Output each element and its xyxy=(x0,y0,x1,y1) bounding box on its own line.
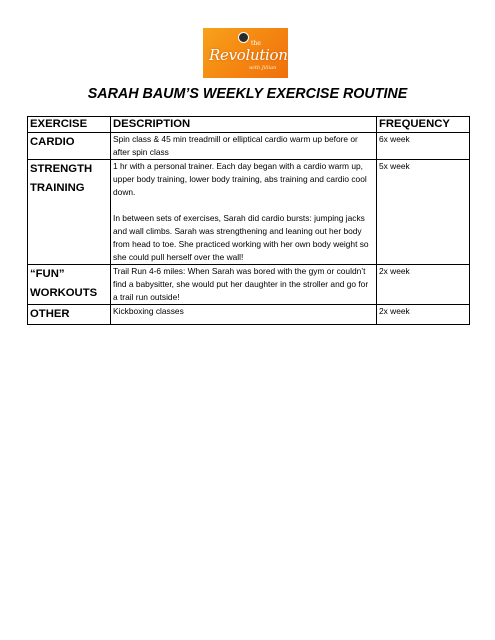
description-cell: Spin class & 45 min treadmill or elliptical cardio warm up before or after spin class xyxy=(111,133,377,160)
exercise-cell: OTHER xyxy=(28,305,111,325)
exercise-line: WORKOUTS xyxy=(30,287,98,299)
logo-wordmark: Revolution xyxy=(209,46,288,64)
header-exercise: EXERCISE xyxy=(28,117,111,133)
description-paragraph: In between sets of exercises, Sarah did cardio bursts: jumping jacks and wall climbs. Sarah was strengthening and leaning out her body from head to toe. She practiced working with her own body weight so she could pull herself over the wall! xyxy=(113,213,369,262)
revolution-logo xyxy=(203,28,288,78)
header-frequency: FREQUENCY xyxy=(377,117,470,133)
table-row xyxy=(28,133,470,160)
frequency-cell: 5x week xyxy=(377,160,470,265)
table-header-row xyxy=(28,117,470,133)
description-cell: Kickboxing classes xyxy=(111,305,377,325)
table-row xyxy=(28,265,470,305)
logo-the-text: the xyxy=(251,40,261,47)
exercise-cell xyxy=(28,265,111,305)
table-row xyxy=(28,160,470,265)
frequency-cell: 2x week xyxy=(377,305,470,325)
description-paragraph: 1 hr with a personal trainer. Each day began with a cardio warm up, upper body training, lower body training, abs training and cardio cool down. xyxy=(113,161,367,197)
exercise-line: TRAINING xyxy=(30,182,85,194)
description-cell xyxy=(111,160,377,265)
routine-table xyxy=(27,116,470,325)
exercise-cell xyxy=(28,160,111,265)
frequency-cell: 6x week xyxy=(377,133,470,160)
exercise-cell: CARDIO xyxy=(28,133,111,160)
network-logo-icon xyxy=(238,32,249,43)
frequency-cell: 2x week xyxy=(377,265,470,305)
table-row xyxy=(28,305,470,325)
exercise-line: STRENGTH xyxy=(30,163,93,175)
exercise-line: “FUN” xyxy=(30,268,65,280)
description-cell: Trail Run 4-6 miles: When Sarah was bored with the gym or couldn’t find a babysitter, she would put her daughter in the stroller and go for a trail run outside! xyxy=(111,265,377,305)
page-title: SARAH BAUM’S WEEKLY EXERCISE ROUTINE xyxy=(87,86,408,102)
header-description: DESCRIPTION xyxy=(111,117,377,133)
logo-subtitle: with Jillian xyxy=(249,65,277,71)
